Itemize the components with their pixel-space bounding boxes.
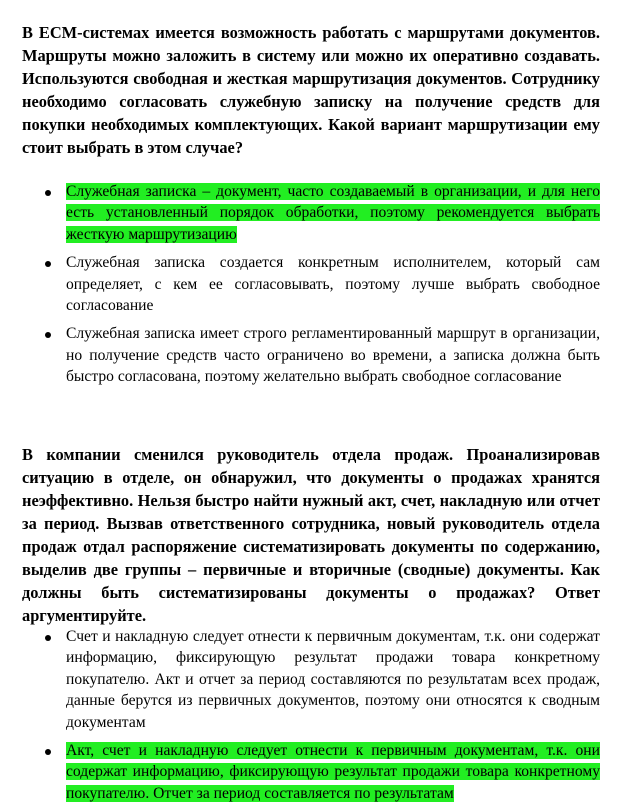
question-2-option-2 [0,740,600,804]
bullet-icon [45,190,51,196]
question-1-options [0,181,618,395]
question-1-option-2 [0,252,600,316]
bullet-icon [45,261,51,267]
option-text: Служебная записка имеет строго регламентированный маршрут в организации, но получение средств часто ограничено во времени, а записка должна быть быстро согласована, поэтому желательно выбрать свободное согласование [66,325,600,386]
option-text-highlighted: Служебная записка – документ, часто создаваемый в организации, и для него есть установленный порядок обработки, поэтому рекомендуется выбрать жесткую маршрутизацию [66,183,600,243]
bullet-icon [45,332,51,338]
question-2-options [0,626,618,811]
question-1-text: В ECM-системах имеется возможность работать с маршрутами документов. Маршруты можно заложить в систему или можно их оперативно создавать. Используются свободная и жесткая маршрутизация документов. Сотруднику необходимо согласовать служебную записку на получение средств для покупки необходимых комплектующих. Какой вариант маршрутизации ему стоит выбрать в этом случае? [22,23,600,157]
bullet-icon [45,749,51,755]
question-1-option-1 [0,181,600,245]
question-1-option-3 [0,323,600,387]
option-text-highlighted: Акт, счет и накладную следует отнести к первичным документам, т.к. они содержат информацию, фиксирующую результат продажи товара конкретному покупателю. Отчет за период составляется по результатам [66,742,600,802]
bullet-icon [45,635,51,641]
option-text: Служебная записка создается конкретным исполнителем, который сам определяет, с кем ее согласовывать, поэтому лучше выбрать свободное согласование [66,254,600,315]
option-text: Счет и накладную следует отнести к первичным документам, т.к. они содержат информацию, фиксирующую результат продажи товара конкретному покупателю. Акт и отчет за период составляются по результатам всех продаж, данные берутся из первичных документов, поэтому они относятся к сводным документам [66,628,600,731]
question-2-text: В компании сменился руководитель отдела продаж. Проанализировав ситуацию в отделе, он обнаружил, что документы о продажах хранятся неэффективно. Нельзя быстро найти нужный акт, счет, накладную или отчет за период. Вызвав ответственного сотрудника, новый руководитель отдела продаж отдал распоряжение систематизировать документы по содержанию, выделив две группы – первичные и вторичные (сводные) документы. Как должны быть систематизированы документы о продажах? Ответ аргументируйте. [22,445,600,625]
question-2-option-1 [0,626,600,733]
